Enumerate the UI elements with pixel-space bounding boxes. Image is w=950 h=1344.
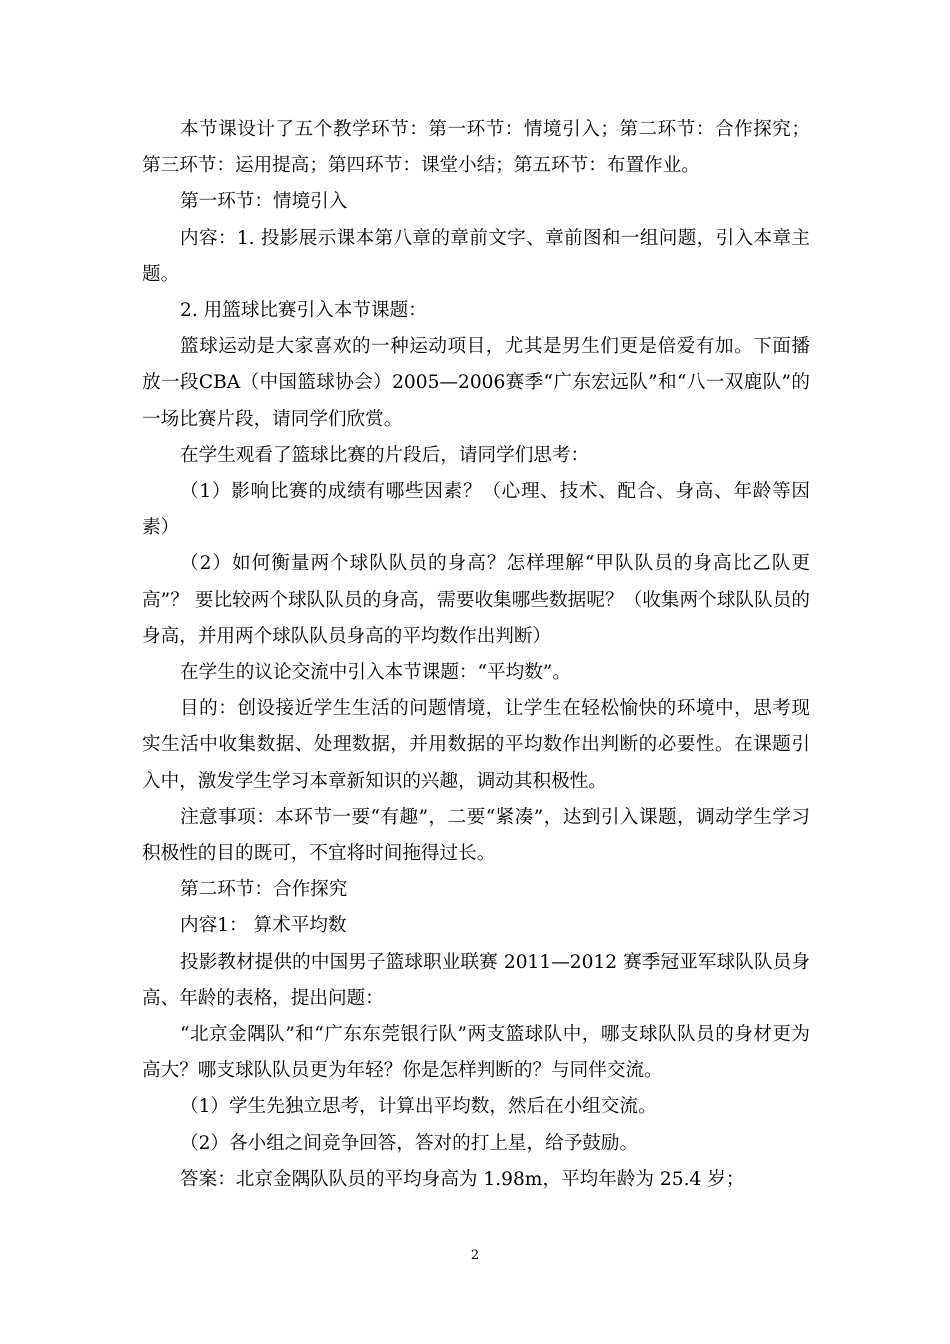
paragraph-step-2: （2）各小组之间竞争回答，答对的打上星，给予鼓励。 [180,1132,639,1154]
body-text [142,112,810,1198]
paragraph-content-arithmetic-mean: 内容1： 算术平均数 [180,915,347,937]
paragraph-step-1: （1）学生先独立思考，计算出平均数，然后在小组交流。 [180,1096,657,1118]
paragraph-think: 在学生观看了篮球比赛的片段后，请同学们思考： [180,444,590,466]
paragraph-notes: 注意事项：本环节一要“有趣”，二要“紧凑”，达到引入课题，调动学生学习积极性的目的既可，不宜将时间拖得过长。 [142,806,810,865]
paragraph-comparison-question: “北京金隅队”和“广东东莞银行队”两支篮球队中，哪支球队队员的身材更为高大？哪支球队队员更为年轻？你是怎样判断的？与同伴交流。 [142,1024,810,1082]
paragraph-topic-intro: 在学生的议论交流中引入本节课题：“平均数”。 [180,662,571,684]
paragraph-question-1: （1）影响比赛的成绩有哪些因素？（心理、技术、配合、身高、年龄等因素） [142,481,810,539]
paragraph-answer: 答案：北京金隅队队员的平均身高为 1.98m，平均年龄为 25.4 岁； [180,1168,745,1190]
page-number: 2 [470,1248,480,1263]
heading-section-2: 第二环节：合作探究 [180,879,348,901]
heading-section-1: 第一环节：情境引入 [180,191,348,213]
paragraph-question-2: （2）如何衡量两个球队队员的身高？怎样理解“甲队队员的身高比乙队更高”？ 要比较两个球队队员的身高，需要收集哪些数据呢？（收集两个球队队员的身高，并用两个球队队员身高的平均数作出判断） [142,553,810,647]
paragraph-purpose: 目的：创设接近学生生活的问题情境，让学生在轻松愉快的环境中，思考现实生活中收集数据、处理数据，并用数据的平均数作出判断的必要性。在课题引入中，激发学生学习本章新知识的兴趣，调动其积极性。 [142,698,810,792]
paragraph-overview: 本节课设计了五个教学环节：第一环节：情境引入；第二环节：合作探究；第三环节：运用提高；第四环节：课堂小结；第五环节：布置作业。 [142,119,810,177]
paragraph-content-1: 内容：1. 投影展示课本第八章的章前文字、章前图和一组问题，引入本章主题。 [142,227,810,285]
paragraph-basketball-intro: 篮球运动是大家喜欢的一种运动项目，尤其是男生们更是倍爱有加。下面播放一段CBA（中国篮球协会）2005—2006赛季“广东宏远队”和“八一双鹿队”的一场比赛片段，请同学们欣赏。 [142,336,810,430]
paragraph-content-2: 2. 用篮球比赛引入本节课题： [180,300,427,322]
paragraph-projection: 投影教材提供的中国男子篮球职业联赛 2011—2012 赛季冠亚军球队队员身高、年龄的表格，提出问题： [142,951,810,1009]
